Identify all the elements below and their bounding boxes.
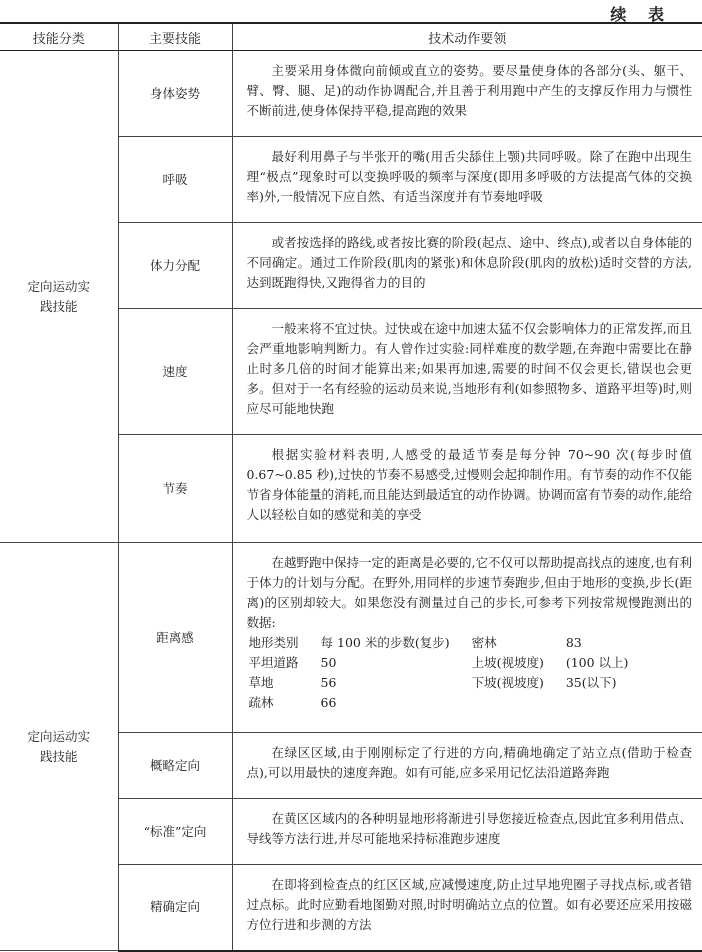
skill-cell: 速度	[118, 309, 232, 435]
desc-text: 在越野跑中保持一定的距离是必要的,它不仅可以帮助提高找点的速度,也有利于体力的计划与分配。在野外,用同样的步速节奏跑步,但由于地形的变换,步长(距离)的区别却较大。如果您没有测量过自己的步长,可参考下列按常规慢跑测出的数据:	[246, 555, 692, 630]
skill-cell: 精确定向	[118, 865, 232, 951]
distance-table	[249, 633, 651, 713]
desc-cell	[232, 223, 702, 309]
distance-cell: 83	[565, 635, 582, 650]
distance-cell: 上坡(视坡度)	[471, 655, 544, 670]
desc-cell	[232, 733, 702, 799]
skill-cell: 身体姿势	[118, 51, 232, 137]
category-cell	[0, 51, 118, 543]
desc-text: 或者按选择的路线,或者按比赛的阶段(起点、途中、终点),或者以自身体能的不同确定。通过工作阶段(肌肉的紧张)和休息阶段(肌肉的放松)适时交替的方法,达到既跑得快,又跑得省力的目的	[246, 235, 692, 290]
distance-row	[249, 693, 651, 713]
table-row	[0, 51, 702, 137]
category-cell	[0, 543, 118, 951]
skill-cell: 呼吸	[118, 137, 232, 223]
distance-cell	[472, 693, 566, 713]
distance-cell: (100 以上)	[565, 655, 629, 670]
distance-row	[249, 673, 651, 693]
distance-cell: 50	[320, 655, 337, 670]
desc-cell	[232, 309, 702, 435]
distance-cell: 66	[320, 695, 337, 710]
skill-cell: 概略定向	[118, 733, 232, 799]
category-label: 定向运动实践技能	[27, 728, 90, 764]
desc-cell	[232, 799, 702, 865]
distance-cell: 疏林	[248, 695, 274, 710]
desc-text: 在即将到检查点的红区区域,应减慢速度,防止过早地兜圈子寻找点标,或者错过点标。此时应勤看地图勤对照,时时明确站立点的位置。如有必要还应采用按磁方位行进和步测的方法	[246, 877, 692, 932]
distance-cell: 草地	[248, 675, 274, 690]
distance-cell: 密林	[471, 635, 497, 650]
category-label: 定向运动实践技能	[27, 278, 90, 314]
desc-text: 一般来将不宜过快。过快或在途中加速太猛不仅会影响体力的正常发挥,而且会严重地影响判断力。有人曾作过实验:同样难度的数学题,在奔跑中需要比在静止时多几倍的时间才能算出来;如果再加速,需要的时间不仅会更长,错误也会更多。但对于一名有经验的运动员来说,当地形有利(如参照物多、道路平坦等)时,则应尽可能地快跑	[246, 321, 692, 416]
distance-row	[249, 633, 651, 653]
desc-text: 最好利用鼻子与半张开的嘴(用舌尖舔住上颚)共同呼吸。除了在跑中出现生理“极点”现象时可以变换呼吸的频率与深度(即用多呼吸的方法提高气体的交换率)外,一般情况下应自然、有适当深度并有节奏地呼吸	[246, 149, 692, 204]
distance-cell: 下坡(视坡度)	[471, 675, 544, 690]
skill-cell: “标准”定向	[118, 799, 232, 865]
distance-cell: 平坦道路	[248, 655, 299, 670]
desc-cell	[232, 137, 702, 223]
header-category: 技能分类	[0, 23, 118, 51]
desc-text: 在绿区区域,由于刚刚标定了行进的方向,精确地确定了站立点(借助于检查点),可以用最快的速度奔跑。如有可能,应多采用记忆法沿道路奔跑	[246, 745, 692, 780]
desc-cell	[232, 543, 702, 733]
distance-cell	[566, 693, 651, 713]
skill-cell: 节奏	[118, 435, 232, 543]
header-row	[0, 23, 702, 51]
skill-cell: 体力分配	[118, 223, 232, 309]
distance-cell: 35(以下)	[565, 675, 617, 690]
desc-text: 主要采用身体微向前倾或直立的姿势。要尽量使身体的各部分(头、躯干、臂、臀、腿、足)的动作协调配合,并且善于利用跑中产生的支撑反作用力与惯性不断前进,使身体保持平稳,提高跑的效果	[246, 63, 692, 118]
continued-label: 续 表	[610, 5, 672, 24]
header-skill: 主要技能	[118, 23, 232, 51]
desc-text: 在黄区区域内的各种明显地形将渐进引导您接近检查点,因此宜多利用借点、导线等方法行进,并尽可能地采持标准跑步速度	[246, 811, 692, 846]
skill-cell: 距离感	[118, 543, 232, 733]
table-row	[0, 543, 702, 733]
distance-cell: 地形类别	[248, 635, 299, 650]
desc-cell	[232, 435, 702, 543]
distance-cell: 每 100 米的步数(复步)	[320, 635, 450, 650]
desc-cell	[232, 865, 702, 951]
skills-table	[0, 22, 702, 952]
distance-row	[249, 653, 651, 673]
desc-text: 根据实验材料表明,人感受的最适节奏是每分钟 70~90 次(每步时值 0.67~0.85 秒),过快的节奏不易感受,过慢则会起抑制作用。有节奏的动作不仅能节省身体能量的消耗,而且能达到最适宜的动作协调。协调而富有节奏的动作,能给人以轻松自如的感觉和美的享受	[246, 447, 692, 522]
distance-cell: 56	[320, 675, 337, 690]
header-tech: 技术动作要领	[232, 23, 702, 51]
desc-cell	[232, 51, 702, 137]
